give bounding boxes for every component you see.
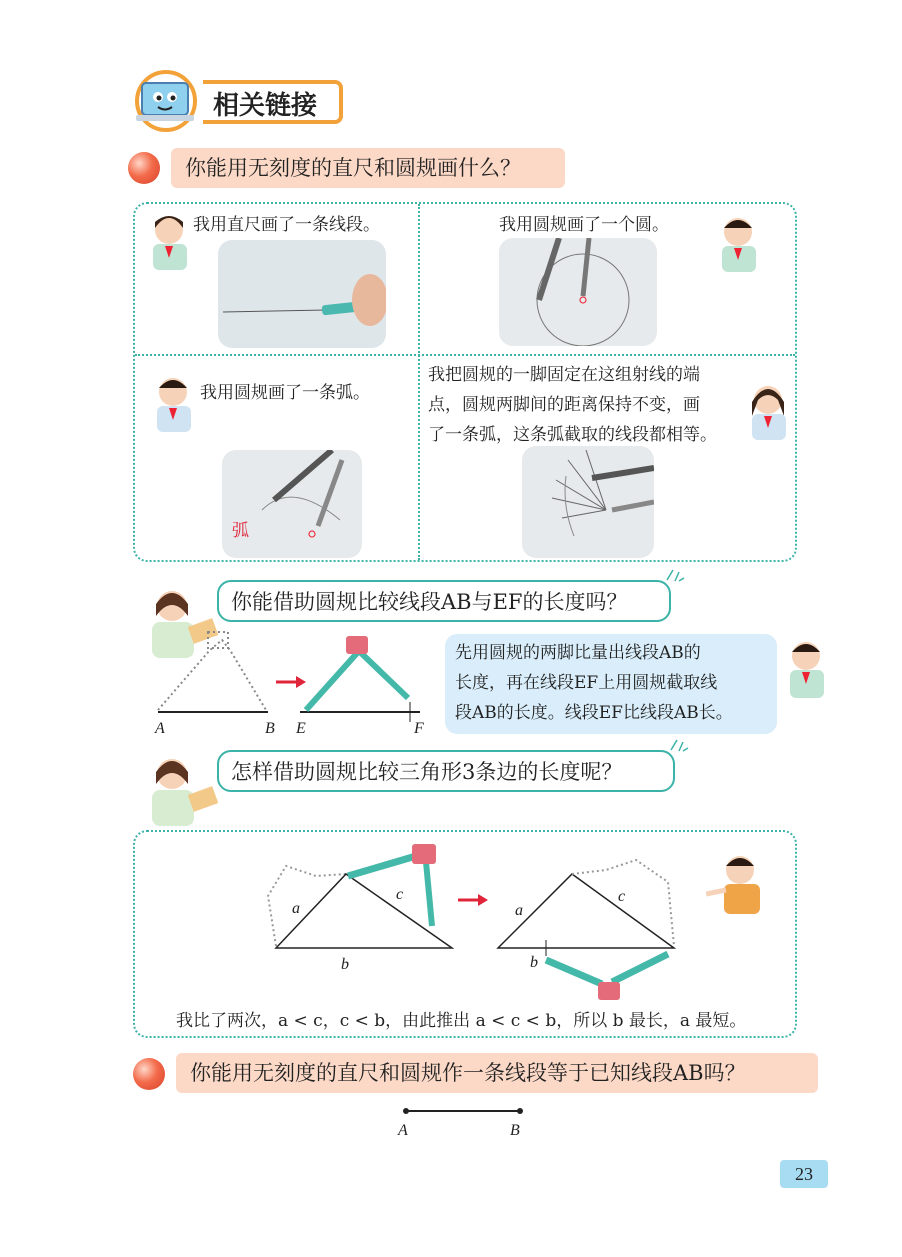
label-point-a: A	[155, 720, 165, 737]
compass-rays-photo	[522, 446, 654, 558]
arc-label: 弧	[232, 521, 249, 541]
side-label-b: b	[341, 956, 349, 973]
section-title: 相关链接	[203, 80, 343, 124]
question-bubble-1: 你能借助圆规比较线段AB与EF的长度吗？	[217, 580, 671, 622]
boy-avatar-icon	[706, 850, 770, 918]
cell-text-circle: 我用圆规画了一个圆。	[499, 215, 669, 235]
compass-arc-photo	[222, 450, 362, 558]
boy-avatar-icon	[712, 212, 764, 274]
computer-mascot-icon	[128, 70, 208, 132]
label-point-f: F	[414, 720, 424, 737]
sparkle-icon	[665, 566, 685, 582]
sparkle-icon	[669, 736, 689, 752]
side-label-a: a	[292, 900, 300, 917]
question-2: 你能用无刻度的直尺和圆规作一条线段等于已知线段AB吗？	[176, 1053, 818, 1093]
conclusion-text: 我比了两次，a < c，c < b，由此推出 a < c < b，所以 b 最长，a 最短。	[176, 1011, 747, 1031]
ruler-line-photo	[218, 240, 386, 348]
question-bubble-2: 怎样借助圆规比较三角形3条边的长度呢？	[217, 750, 675, 792]
page-number: 23	[780, 1160, 828, 1188]
side-label-c-2: c	[618, 888, 626, 905]
girl-avatar-icon	[742, 380, 794, 442]
compass-circle-photo	[499, 238, 657, 346]
divider-vertical	[418, 204, 420, 560]
boy-avatar-icon	[778, 636, 834, 702]
cell-text-ruler: 我用直尺画了一条线段。	[193, 215, 380, 235]
given-segment-ab	[400, 1104, 526, 1118]
bullet-ball-icon	[128, 152, 160, 184]
cell-text-arc: 我用圆规画了一条弧。	[200, 383, 370, 403]
answer-box-1: 先用圆规的两脚比量出线段AB的 长度，再在线段EF上用圆规截取线 段AB的长度。线段EF比线段AB长。	[445, 634, 777, 734]
question-1: 你能用无刻度的直尺和圆规画什么？	[171, 148, 565, 188]
side-label-b-2: b	[530, 954, 538, 971]
label-point-e: E	[296, 720, 306, 737]
girl-avatar-icon	[145, 210, 197, 272]
bullet-ball-icon	[133, 1058, 165, 1090]
final-label-b: B	[510, 1122, 520, 1139]
label-point-b: B	[265, 720, 275, 737]
side-label-c: c	[396, 886, 404, 903]
cell-text-fixed-leg: 我把圆规的一脚固定在这组射线的端 点，圆规两脚间的距离保持不变，画 了一条弧，这条弧截取的线段都相等。	[428, 365, 717, 445]
boy-avatar-icon	[145, 372, 203, 434]
final-label-a: A	[398, 1122, 408, 1139]
side-label-a-2: a	[515, 902, 523, 919]
segment-comparison-diagram	[150, 630, 440, 742]
triangle-diagram	[256, 836, 696, 1006]
teacher-avatar-icon	[140, 754, 222, 828]
divider-horizontal	[135, 354, 795, 356]
